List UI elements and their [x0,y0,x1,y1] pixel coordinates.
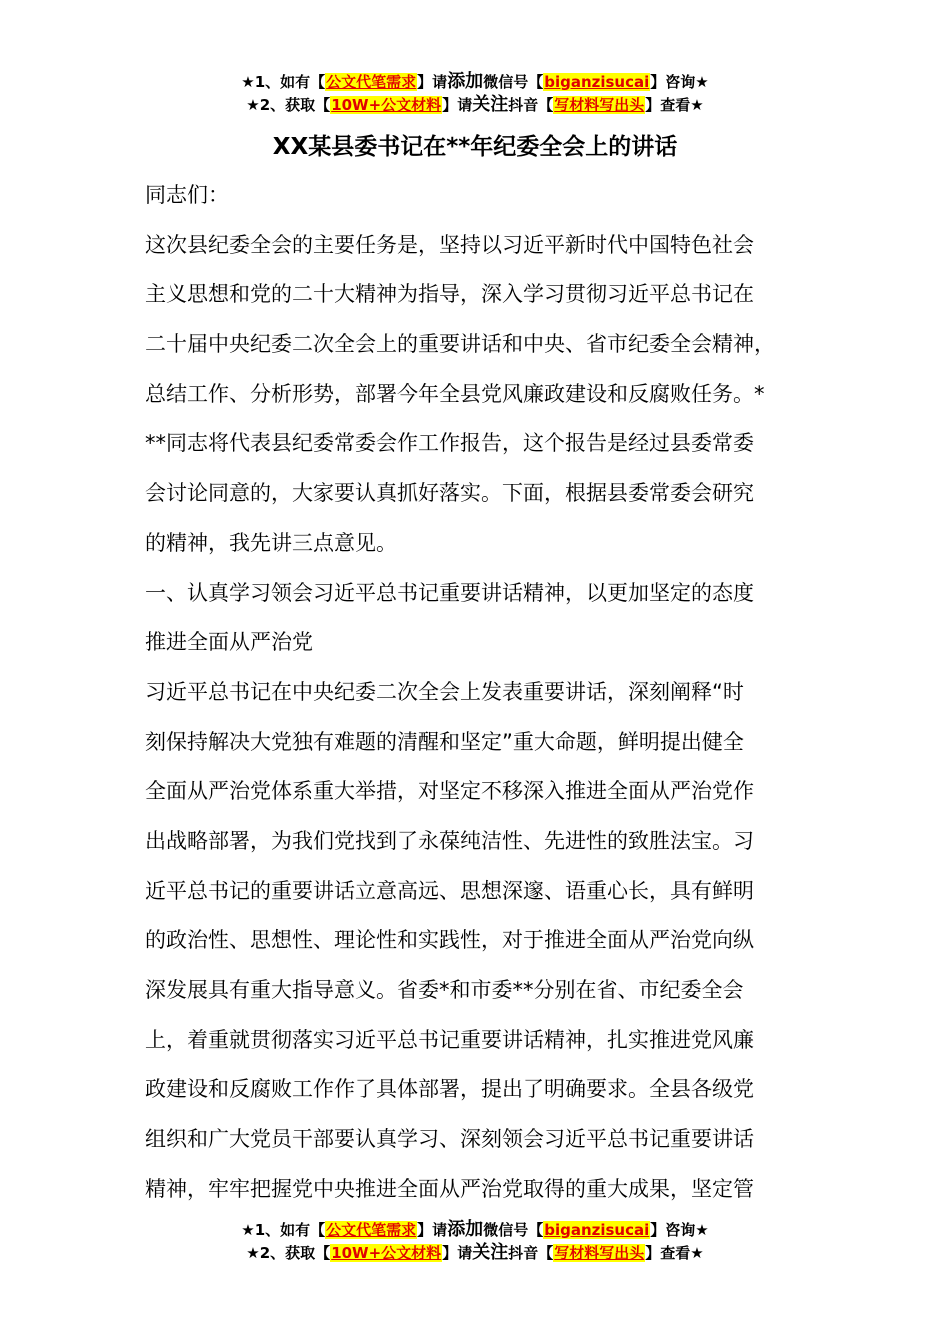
banner-highlight: 写材料写出头 [554,1244,645,1262]
banner-text: ★2、获取【 [246,1244,331,1262]
body-line: 精神，牢牢把握党中央推进全面从严治党取得的重大成果，坚定管 [145,1176,754,1201]
body-line: 这次县纪委全会的主要任务是，坚持以习近平新时代中国特色社会 [145,232,754,257]
body-line: 深发展具有重大指导意义。省委*和市委**分别在省、市纪委全会 [145,978,744,1002]
banner-text: 】咨询★ [650,1221,709,1239]
body-line: 全面从严治党体系重大举措，对坚定不移深入推进全面从严治党作 [145,779,754,804]
banner-line-2 [0,93,950,116]
banner-text: ★1、如有【 [241,1221,326,1239]
document-title: XX某县委书记在**年纪委全会上的讲话 [272,134,678,160]
banner-text: 】查看★ [645,96,704,114]
section-heading: 推进全面从严治党 [145,630,313,655]
banner-highlight: 10W+公文材料 [331,1244,442,1262]
document-body [145,180,825,1223]
body-line: 政建设和反腐败工作作了具体部署，提出了明确要求。全县各级党 [145,1077,754,1102]
body-line: **同志将代表县纪委常委会作工作报告，这个报告是经过县委常委 [145,431,754,456]
banner-text: 】请 [417,1221,448,1239]
body-line: 近平总书记的重要讲话立意高远、思想深邃、语重心长，具有鲜明 [145,878,754,903]
banner-highlight: 写材料写出头 [554,96,645,114]
banner-text: 抖音【 [508,1244,554,1262]
section-heading: 一、认真学习领会习近平总书记重要讲话精神，以更加坚定的态度 [145,580,754,605]
body-line: 组织和广大党员干部要认真学习、深刻领会习近平总书记重要讲话 [145,1127,754,1152]
body-line: 二十届中央纪委二次全会上的重要讲话和中央、省市纪委全会精神， [145,332,775,357]
body-line: 主义思想和党的二十大精神为指导，深入学习贯彻习近平总书记在 [145,282,754,307]
body-line: 的精神，我先讲三点意见。 [145,530,397,555]
banner-highlight: 公文代笔需求 [326,73,417,91]
body-line: 习近平总书记在中央纪委二次全会上发表重要讲话，深刻阐释“时 [145,679,744,704]
banner-highlight: biganzisucai [544,73,650,91]
banner-text: 微信号【 [483,73,544,91]
banner-text: ★2、获取【 [246,96,331,114]
banner-emphasis: 关注 [472,1242,509,1263]
banner-text: ★1、如有【 [241,73,326,91]
footer-banner [0,1218,950,1264]
banner-text: 】咨询★ [650,73,709,91]
banner-line-2 [0,1241,950,1264]
body-line: 会讨论同意的，大家要认真抓好落实。下面，根据县委常委会研究 [145,481,754,506]
body-line: 同志们： [145,183,229,207]
banner-highlight: biganzisucai [544,1221,650,1239]
body-line: 上，着重就贯彻落实习近平总书记重要讲话精神，扎实推进党风廉 [145,1027,754,1052]
body-line: 总结工作、分析形势，部署今年全县党风廉政建设和反腐败任务。* [145,381,765,406]
body-line: 出战略部署，为我们党找到了永葆纯洁性、先进性的致胜法宝。习 [145,828,754,853]
banner-highlight: 10W+公文材料 [331,96,442,114]
banner-highlight: 公文代笔需求 [326,1221,417,1239]
banner-line-1 [0,70,950,93]
header-banner [0,70,950,116]
banner-text: 抖音【 [508,96,554,114]
body-line: 刻保持解决大党独有难题的清醒和坚定”重大命题，鲜明提出健全 [145,729,744,754]
banner-text: 微信号【 [483,1221,544,1239]
banner-text: 】请 [417,73,448,91]
banner-emphasis: 添加 [447,71,484,92]
banner-line-1 [0,1218,950,1241]
banner-text: 】查看★ [645,1244,704,1262]
banner-text: 】请 [442,1244,473,1262]
banner-emphasis: 添加 [447,1219,484,1240]
body-line: 的政治性、思想性、理论性和实践性，对于推进全面从严治党向纵 [145,928,754,953]
banner-text: 】请 [442,96,473,114]
banner-emphasis: 关注 [472,94,509,115]
